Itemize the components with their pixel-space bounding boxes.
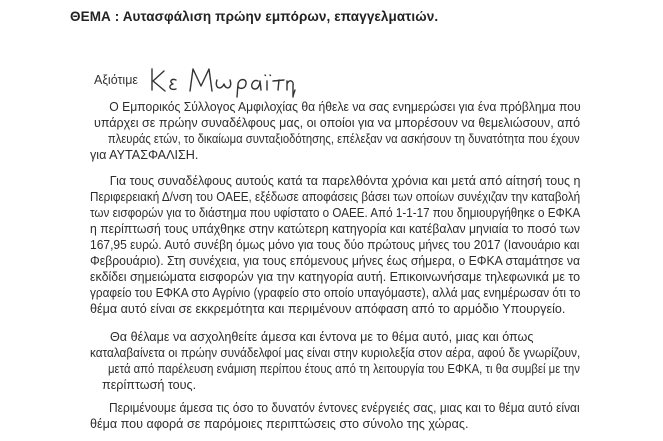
paragraph-line: υπάρχει σε πρώην συναδέλφους μας, οι οποίοι για να μπορέσουν να θεμελιώσουν, από xyxy=(93,116,581,130)
paragraph-line: Για τους συναδέλφους αυτούς κατά τα παρελθόντα χρόνια και μετά από αίτησή τους η xyxy=(109,174,581,188)
paragraph-line: θέμα που αφορά σε παρόμοιες περιπτώσεις στο σύνολο της χώρας. xyxy=(90,417,469,431)
paragraph-background xyxy=(90,173,580,317)
salutation xyxy=(94,60,296,100)
paragraph-request xyxy=(90,329,580,393)
paragraph-line: Περιμένουμε άμεσα τις όσο το δυνατόν έντονες ενέργειές σας, μιας και το θέμα αυτό είναι xyxy=(109,401,580,415)
paragraph-intro xyxy=(90,99,580,163)
paragraph-line: Περιφερειακή Δ/νση του ΟΑΕΕ, εξέδωσε αποφάσεις βάσει των οποίων συνέχιζαν την καταβολή xyxy=(90,190,581,204)
paragraph-line: καταλαβαίνετα οι πρώην συνάδελφοί μας είναι στην κυριολεξία στον αέρα, αφού δε γνωρίζουν, xyxy=(90,346,581,360)
paragraph-line: Ο Εμπορικός Σύλλογος Αμφιλοχίας θα ήθελε να σας ενημερώσει για ένα πρόβλημα που xyxy=(109,100,581,114)
paragraph-line: η περίπτωσή τους υπάχθηκε στην κατώτερη κατηγορία και κατέβαλαν μηνιαία το ποσό των xyxy=(90,222,581,236)
salutation-prefix: Αξιότιμε xyxy=(94,73,138,87)
paragraph-line: γραφείο του ΕΦΚΑ στο Αγρίνιο (γραφείο στο οποίο υπαγόμαστε), αλλά μας ενημέρωσαν ότι το xyxy=(90,286,581,300)
paragraph-line: θέμα αυτό είναι σε εκκρεμότητα και περιμένουν απόφαση από το αρμόδιο Υπουργείο. xyxy=(90,302,566,316)
paragraph-line: Φεβρουάριο). Στη συνέχεια, για τους επόμενους μήνες έως σήμερα, ο ΕΦΚΑ σταμάτησε να xyxy=(90,254,581,268)
paragraph-line: των εισφορών για το διάστημα που υφίστατο ο ΟΑΕΕ. Από 1-1-17 που δημιουργήθηκε ο ΕΦΚΑ xyxy=(90,206,581,220)
paragraph-line: μετά από παρέλευση ενάμιση περίπου έτους από τη λειτουργία του ΕΦΚΑ, τι θα συμβεί με την xyxy=(108,362,580,376)
paragraph-line: Θα θέλαμε να ασχοληθείτε άμεσα και έντονα με το θέμα αυτό, μιας και όπως xyxy=(110,330,534,344)
paragraph-line: για ΑΥΤΑΣΦΑΛΙΣΗ. xyxy=(90,148,199,162)
handwritten-name xyxy=(146,60,296,100)
letter-subject: ΘΕΜΑ : Αυτασφάλιση πρώην εμπόρων, επαγγελματιών. xyxy=(70,9,439,24)
paragraph-line: πλευράς ετών, το δικαίωμα συνταξιοδότησης, επέλεξαν να ασκήσουν τη δυνατότητα που έχουν xyxy=(107,132,580,146)
paragraph-line: εκδίδει σημειώματα εισφορών για την κατηγορία αυτή. Επικοινωνήσαμε τηλεφωνικά με το xyxy=(90,270,581,284)
paragraph-line: περίπτωσή τους. xyxy=(102,378,197,392)
paragraph-closing xyxy=(90,400,580,432)
paragraph-line: 167,95 ευρώ. Αυτό συνέβη όμως μόνο για τους δύο πρώτους μήνες του 2017 (Ιανουάριο και xyxy=(90,238,580,252)
